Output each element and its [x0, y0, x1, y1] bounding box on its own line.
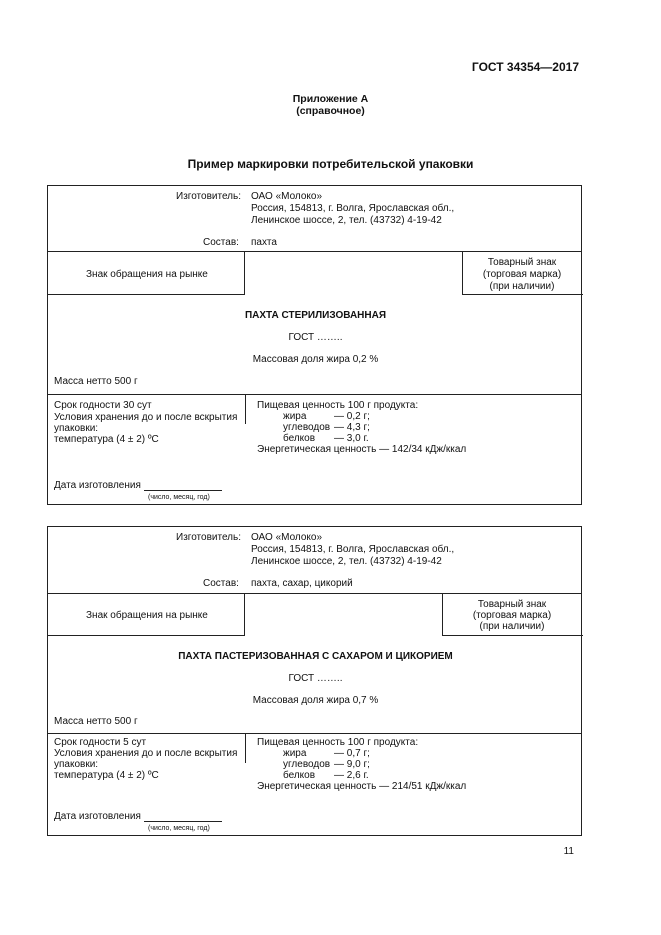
column-divider [442, 635, 583, 636]
label-example-1 [47, 185, 582, 505]
production-date-label: Дата изготовления [54, 811, 141, 822]
trademark-line: (при наличии) [479, 621, 545, 632]
appendix-subtitle: (справочное) [296, 105, 365, 117]
section-title: Пример маркировки потребительской упаковки [187, 157, 474, 171]
nutrition-value: — 9,0 г; [334, 759, 370, 770]
row-divider [48, 394, 581, 395]
trademark-line: (торговая марка) [482, 269, 562, 280]
product-name: ПАХТА ПАСТЕРИЗОВАННАЯ С САХАРОМ И ЦИКОРИЕМ [178, 651, 453, 662]
trademark-line: (при наличии) [489, 281, 555, 292]
row-divider [48, 733, 581, 734]
composition-value: пахта [251, 237, 277, 248]
composition-label: Состав: [203, 237, 239, 248]
net-mass: Масса нетто 500 г [54, 376, 138, 387]
energy-value: Энергетическая ценность — 142/34 кДж/ккал [257, 444, 467, 455]
production-date-hint: (число, месяц, год) [148, 825, 210, 832]
energy-value: Энергетическая ценность — 214/51 кДж/ккал [257, 781, 467, 792]
nutrition-name: жира [283, 748, 307, 759]
fat-content: Массовая доля жира 0,7 % [252, 695, 379, 706]
production-date-line [144, 490, 222, 491]
fat-content: Массовая доля жира 0,2 % [252, 354, 379, 365]
nutrition-name: белков [283, 770, 316, 781]
nutrition-name: углеводов [283, 422, 331, 433]
gost-reference: ГОСТ …….. [288, 332, 343, 343]
production-date-line [144, 821, 222, 822]
column-divider [245, 733, 246, 763]
nutrition-value: — 0,7 г; [334, 748, 370, 759]
trademark-line: Товарный знак [487, 257, 557, 268]
nutrition-value: — 0,2 г; [334, 411, 370, 422]
trademark-line: Товарный знак [477, 599, 547, 610]
storage-line: температура (4 ± 2) ºС [54, 770, 159, 781]
column-divider [462, 294, 583, 295]
composition-label: Состав: [203, 578, 239, 589]
trademark-line: (торговая марка) [472, 610, 552, 621]
row-divider [48, 251, 581, 252]
storage-line: Условия хранения до и после вскрытия [54, 748, 238, 759]
column-divider [48, 635, 245, 636]
nutrition-title: Пищевая ценность 100 г продукта: [257, 400, 419, 411]
appendix-title: Приложение А [292, 93, 369, 105]
manufacturer-line: ОАО «Молоко» [251, 191, 323, 202]
standard-number: ГОСТ 34354—2017 [471, 60, 579, 74]
nutrition-title: Пищевая ценность 100 г продукта: [257, 737, 419, 748]
gost-reference: ГОСТ …….. [288, 673, 343, 684]
label-example-2 [47, 526, 582, 836]
storage-line: температура (4 ± 2) ºС [54, 434, 159, 445]
nutrition-value: — 2,6 г. [334, 770, 369, 781]
nutrition-name: жира [283, 411, 307, 422]
manufacturer-label: Изготовитель: [176, 191, 241, 202]
storage-line: упаковки: [54, 759, 99, 770]
manufacturer-line: Ленинское шоссе, 2, тел. (43732) 4-19-42 [251, 556, 442, 567]
manufacturer-line: Россия, 154813, г. Волга, Ярославская обл., [251, 544, 455, 555]
composition-value: пахта, сахар, цикорий [251, 578, 353, 589]
market-sign-label: Знак обращения на рынке [86, 269, 208, 280]
manufacturer-line: Россия, 154813, г. Волга, Ярославская обл., [251, 203, 455, 214]
column-divider [244, 251, 245, 294]
shelf-life: Срок годности 5 сут [54, 737, 147, 748]
net-mass: Масса нетто 500 г [54, 716, 138, 727]
production-date-hint: (число, месяц, год) [148, 494, 210, 501]
production-date-label: Дата изготовления [54, 480, 141, 491]
shelf-life: Срок годности 30 сут [54, 400, 152, 411]
product-name: ПАХТА СТЕРИЛИЗОВАННАЯ [244, 310, 387, 321]
manufacturer-line: ОАО «Молоко» [251, 532, 323, 543]
nutrition-value: — 4,3 г; [334, 422, 370, 433]
manufacturer-line: Ленинское шоссе, 2, тел. (43732) 4-19-42 [251, 215, 442, 226]
market-sign-label: Знак обращения на рынке [86, 610, 208, 621]
column-divider [48, 294, 245, 295]
nutrition-value: — 3,0 г. [334, 433, 369, 444]
storage-line: упаковки: [54, 423, 99, 434]
row-divider [48, 593, 581, 594]
nutrition-name: углеводов [283, 759, 331, 770]
storage-line: Условия хранения до и после вскрытия [54, 412, 238, 423]
page-number: 11 [563, 846, 574, 857]
nutrition-name: белков [283, 433, 316, 444]
column-divider [245, 394, 246, 424]
column-divider [244, 593, 245, 635]
manufacturer-label: Изготовитель: [176, 532, 241, 543]
